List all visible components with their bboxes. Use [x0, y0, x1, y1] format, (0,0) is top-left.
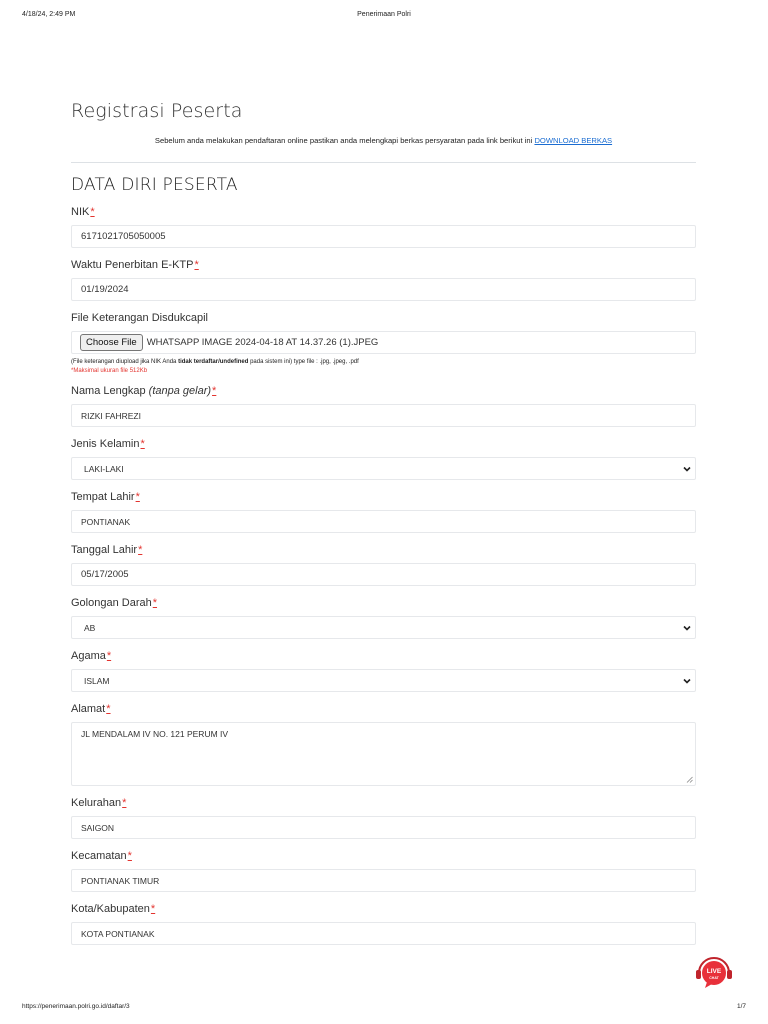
tempat-lahir-input[interactable]: PONTIANAK: [71, 510, 696, 533]
waktu-ektp-date-input[interactable]: 01/19/2024: [71, 278, 696, 301]
tanggal-lahir-label: Tanggal Lahir*: [71, 544, 143, 556]
agama-value: ISLAM: [84, 675, 110, 686]
nik-input[interactable]: 6171021705050005: [71, 225, 696, 248]
file-help-text: (File keterangan diupload jika NIK Anda tidak terdaftar/undefined pada sistem ini) type file : .jpg, .jpeg, .pdf: [71, 359, 359, 365]
nik-label: NIK*: [71, 206, 95, 218]
agama-select[interactable]: [71, 669, 696, 692]
field-file-disdukcapil: [71, 312, 696, 374]
kelurahan-input[interactable]: SAIGON: [71, 816, 696, 839]
jenis-kelamin-value: LAKI-LAKI: [84, 463, 124, 474]
choose-file-button[interactable]: Choose File: [80, 334, 143, 351]
chevron-down-icon: [681, 463, 693, 475]
print-page-title: Penerimaan Polri: [357, 11, 411, 18]
live-chat-line1: LIVE: [706, 968, 722, 975]
required-mark: *: [106, 703, 111, 715]
print-datetime: 4/18/24, 2:49 PM: [22, 11, 76, 18]
tanggal-lahir-date-input[interactable]: 05/17/2005: [71, 563, 696, 586]
agama-label: Agama*: [71, 650, 112, 662]
waktu-ektp-label: Waktu Penerbitan E-KTP*: [71, 259, 199, 271]
section-title: DATA DIRI PESERTA: [71, 175, 238, 195]
required-mark: *: [135, 491, 140, 503]
golongan-darah-value: AB: [84, 622, 96, 633]
required-mark: *: [140, 438, 145, 450]
required-mark: *: [90, 206, 95, 218]
required-mark: *: [106, 650, 112, 662]
required-mark: *: [194, 259, 199, 271]
field-tempat-lahir: [71, 491, 696, 533]
field-waktu-ektp: [71, 259, 696, 301]
chevron-down-icon: [681, 622, 693, 634]
file-disdukcapil-label: File Keterangan Disdukcapil: [71, 312, 208, 324]
jenis-kelamin-select[interactable]: [71, 457, 696, 480]
notice-text: Sebelum anda melakukan pendaftaran online pastikan anda melengkapi berkas persyaratan pada link berikut ini: [154, 136, 535, 145]
page-title: Registrasi Peserta: [71, 100, 243, 122]
field-tanggal-lahir: [71, 544, 696, 586]
alamat-textarea[interactable]: [71, 722, 696, 786]
download-berkas-link[interactable]: DOWNLOAD BERKAS: [534, 136, 613, 145]
field-kota: [71, 903, 696, 945]
kota-input[interactable]: KOTA PONTIANAK: [71, 922, 696, 945]
nama-label: Nama Lengkap (tanpa gelar)*: [71, 385, 217, 397]
field-jenis-kelamin: [71, 438, 696, 480]
print-page-number: 1/7: [736, 1003, 746, 1010]
download-notice: [71, 136, 696, 145]
jenis-kelamin-label: Jenis Kelamin*: [71, 438, 145, 450]
selected-file-name: WHATSAPP IMAGE 2024-04-18 AT 14.37.26 (1).JPEG: [146, 337, 379, 348]
tempat-lahir-label: Tempat Lahir*: [71, 491, 140, 503]
alamat-value: JL MENDALAM IV NO. 121 PERUM IV: [81, 729, 229, 739]
field-agama: [71, 650, 696, 692]
required-mark: *: [127, 850, 132, 862]
field-kelurahan: [71, 797, 696, 839]
required-mark: *: [152, 597, 158, 609]
chevron-down-icon: [681, 675, 693, 687]
golongan-darah-label: Golongan Darah*: [71, 597, 158, 609]
golongan-darah-select[interactable]: [71, 616, 696, 639]
required-mark: *: [212, 385, 217, 397]
kecamatan-input[interactable]: PONTIANAK TIMUR: [71, 869, 696, 892]
live-chat-button[interactable]: [694, 955, 734, 991]
alamat-label: Alamat*: [71, 703, 111, 715]
required-mark: *: [138, 544, 143, 556]
required-mark: *: [150, 903, 156, 915]
live-chat-line2: CHAT: [709, 976, 719, 980]
kota-label: Kota/Kabupaten*: [71, 903, 156, 915]
nama-input[interactable]: RIZKI FAHREZI: [71, 404, 696, 427]
required-mark: *: [122, 797, 127, 809]
print-url: https://penerimaan.polri.go.id/daftar/3: [22, 1003, 130, 1010]
kecamatan-label: Kecamatan*: [71, 850, 132, 862]
field-alamat: [71, 703, 696, 786]
kelurahan-label: Kelurahan*: [71, 797, 127, 809]
field-kecamatan: [71, 850, 696, 892]
field-nama: [71, 385, 696, 427]
resize-grip-icon[interactable]: [686, 776, 693, 783]
divider: [71, 162, 696, 163]
registration-form: [71, 100, 696, 956]
field-nik: [71, 206, 696, 248]
field-golongan-darah: [71, 597, 696, 639]
file-disdukcapil-input[interactable]: [71, 331, 696, 354]
max-size-note: *Maksimal ukuran file 512Kb: [71, 368, 148, 374]
